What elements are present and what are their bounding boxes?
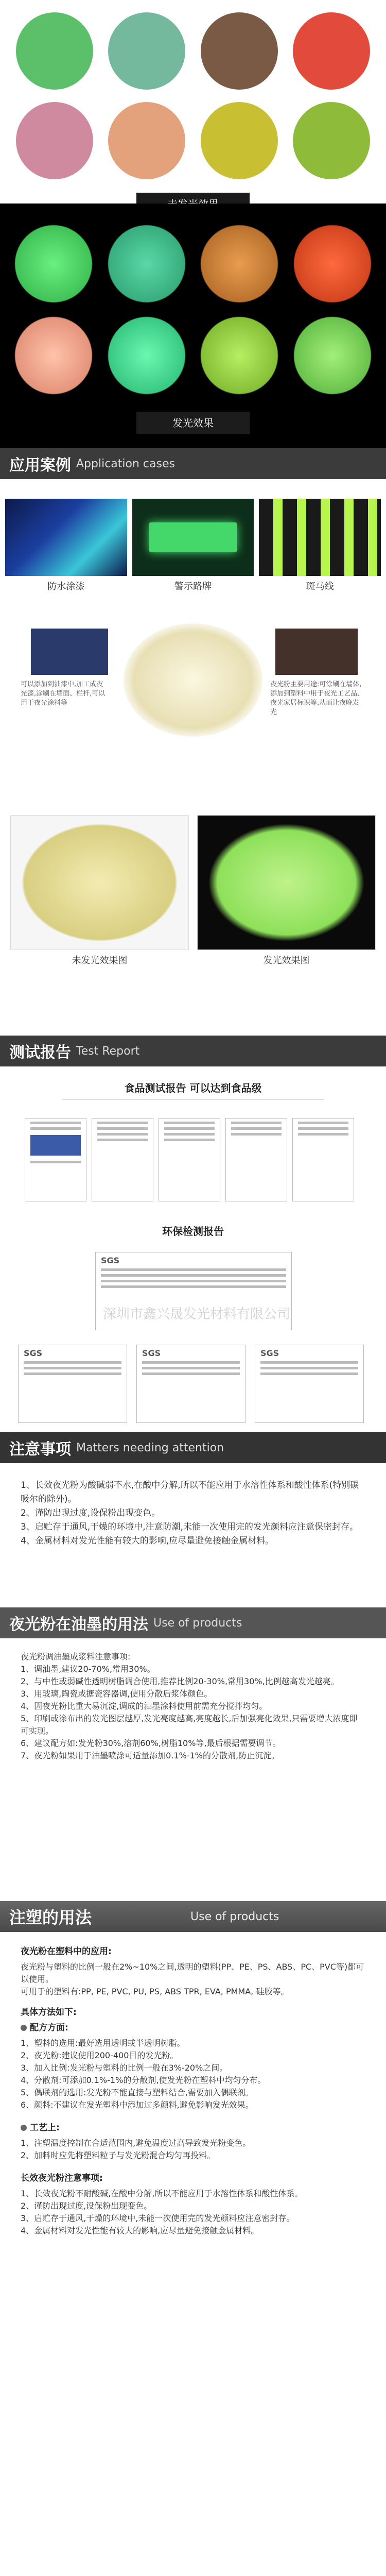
application-card-3 [259, 499, 381, 592]
oil-usage-text [0, 1638, 386, 1767]
formula-head [21, 2022, 365, 2034]
plastic-usage-section [0, 1901, 386, 2576]
plastic-intro-head: 夜光粉在塑料中的应用: [21, 1946, 112, 1957]
sgs-logo: SGS [101, 1256, 120, 1265]
process-head-label: 工艺上: [30, 2123, 60, 2133]
powder-comparison [0, 809, 386, 967]
plastic-usage-header [0, 1901, 386, 1932]
report-watermark: 深圳市鑫兴晟发光材料有限公司 [103, 1307, 291, 1322]
unlit-swatch-1 [16, 12, 93, 90]
glow-section [0, 204, 386, 448]
test-report-title: 测试报告 [9, 1044, 71, 1062]
notice-list [0, 1463, 386, 1556]
process-line: 1、注塑温度控制在合适范围内,避免温度过高导致发光粉变色。 [21, 2138, 251, 2148]
application-note-left [31, 629, 108, 675]
formula-line: 6、颜料:不建议在发光塑料中添加过多颜料,避免影响发光效果。 [21, 2100, 254, 2110]
powder-glow [197, 815, 376, 967]
plastic-usage-text [0, 1932, 386, 2242]
application-note-right-text: 夜光粉主要用途:可涂刷在墙体,添加到塑料中用于夜光工艺品、夜光家居标识等,从而让夜晚发光 [270, 681, 364, 716]
sgs-report-doc-2 [136, 1345, 245, 1423]
oil-usage-title: 夜光粉在油墨的用法 [9, 1616, 148, 1634]
plastic-spec-head: 具体方法如下: [21, 2007, 77, 2018]
unlit-section [0, 0, 386, 204]
unlit-swatch-5 [16, 102, 93, 179]
zebra-crossing-image [259, 499, 381, 576]
notice-section [0, 1432, 386, 1602]
bullet-icon [21, 2125, 27, 2131]
plastic-intro: 夜光粉与塑料的比例一般在2%~10%之间,透明的塑料(PP、PE、PS、ABS、PC、PVC等)都可以使用。 [21, 1962, 364, 1984]
oil-usage-line: 夜光粉调油墨成浆料注意事项: [21, 1652, 131, 1662]
notice-item: 4、金属材料对发光性能有较大的影响,应尽量避免接触金属材料。 [21, 1536, 274, 1546]
food-report-doc-1 [25, 1118, 86, 1201]
notice-header [0, 1432, 386, 1463]
oil-usage-line: 6、建议配方如:发光粉30%,溶剂60%,树脂10%等,最后根据需要调节。 [21, 1738, 281, 1748]
report-photo [30, 1135, 81, 1156]
sgs-logo-3: SGS [260, 1348, 279, 1358]
food-report-title: 食品测试报告 可以达到食品级 [124, 1082, 262, 1094]
notice-item: 1、长效夜光粉为酸碱弱不水,在酸中分解,所以不能应用于水溶性体系和酸性体系(特别碳吸尔的除外)。 [21, 1480, 359, 1504]
unlit-swatch-8 [293, 102, 370, 179]
formula-line: 2、夜光粉:建议使用200-400目的发光粉。 [21, 2050, 179, 2060]
test-report-header [0, 1036, 386, 1066]
sgs-report-doc-3 [255, 1345, 364, 1423]
powder-glow-image [197, 815, 376, 950]
plastic-note: 1、长效夜光粉不耐酸碱,在酸中分解,所以不能应用于水溶性体系和酸性体系。 [21, 2189, 303, 2198]
applications-header [0, 448, 386, 479]
process-head [21, 2122, 365, 2134]
applications-section [0, 448, 386, 1036]
formula-line: 1、塑料的选用:最好选用透明或半透明树脂。 [21, 2038, 185, 2048]
notice-subtitle: Matters needing attention [76, 1441, 224, 1454]
glow-label: 发光效果 [136, 412, 250, 434]
unlit-swatch-6 [108, 102, 185, 179]
applications-title: 应用案例 [9, 456, 71, 474]
plastic-note: 3、启贮存于通风,干燥的环境中,未能一次使用完的发光颜料应注意密封存。 [21, 2213, 295, 2223]
notice-title: 注意事项 [9, 1440, 71, 1459]
plastic-usage-title: 注塑的用法 [9, 1908, 92, 1927]
plastic-note: 4、金属材料对发光性能有较大的影响,应尽量避免接触金属材料。 [21, 2226, 259, 2235]
glow-swatch-6 [108, 317, 185, 394]
application-caption-2: 警示路牌 [174, 581, 212, 592]
oil-usage-line: 7、夜光粉如果用于油墨喷涂可适量添加0.1%-1%的分散剂,防止沉淀。 [21, 1751, 280, 1760]
application-card-2 [132, 499, 254, 592]
plastic-note: 2、谨防出现过度,设保粉出现变色。 [21, 2201, 152, 2211]
unlit-swatch-4 [293, 12, 370, 90]
unlit-swatch-grid [0, 0, 386, 179]
unlit-swatch-2 [108, 12, 185, 90]
powder-glow-caption: 发光效果图 [263, 955, 310, 966]
application-caption-3: 斑马线 [306, 581, 334, 592]
formula-head-label: 配方方面: [30, 2023, 68, 2033]
env-report-title: 环保检测报告 [162, 1225, 224, 1238]
applications-subtitle: Application cases [76, 457, 175, 470]
glow-swatch-5 [15, 317, 92, 394]
application-cards [0, 479, 386, 592]
glow-swatch-8 [294, 317, 371, 394]
test-report-section [0, 1036, 386, 1427]
waterproof-paint-image [5, 499, 127, 576]
powder-unlit-image [10, 815, 189, 950]
food-report-doc-2 [92, 1118, 153, 1201]
application-card-1 [5, 499, 127, 592]
oil-usage-section [0, 1607, 386, 1896]
plastic-usage-subtitle: Use of products [190, 1910, 279, 1923]
powder-pile-image [124, 623, 262, 737]
sgs-logo-2: SGS [142, 1348, 161, 1358]
notice-item: 2、谨防出现过度,设保粉出现变色。 [21, 1508, 161, 1518]
exit-sign-icon [149, 522, 237, 552]
powder-unlit [10, 815, 189, 967]
oil-usage-line: 4、因夜光粉比重大易沉淀,调成的油墨涂料使用前需充分搅拌均匀。 [21, 1701, 268, 1711]
process-line: 2、加料时应先将塑料粒子与发光粉混合均匀再投料。 [21, 2150, 216, 2160]
oil-usage-line: 2、与中性或弱碱性透明树脂调合使用,推荐比例20-30%,常用30%,比例越高发光越亮。 [21, 1676, 339, 1686]
plastic-notes-head: 长效夜光粉注意事项: [21, 2173, 103, 2183]
unlit-swatch-3 [201, 12, 278, 90]
application-note-right [275, 629, 358, 675]
notice-item: 3、启贮存于通风,干燥的环境中,注意防潮,未能一次使用完的发光颜料应注意保密封存。 [21, 1522, 359, 1532]
oil-usage-line: 1、调油墨,建议20-70%,常用30%。 [21, 1664, 155, 1674]
bullet-icon [21, 2025, 27, 2031]
application-caption-1: 防水涂漆 [47, 581, 85, 592]
oil-usage-line: 5、印刷或涂布出的发光图层越厚,发光亮度越高,亮度越长,后加强亮化效果,只需要增大浓度即可实现。 [21, 1714, 358, 1736]
glow-swatch-grid [0, 204, 386, 394]
glow-swatch-7 [201, 317, 278, 394]
formula-line: 3、加入比例:发光粉与塑料的比例一般在3%-20%之间。 [21, 2063, 228, 2073]
glow-swatch-2 [108, 225, 185, 302]
sgs-report-doc-1 [18, 1345, 127, 1423]
glow-swatch-4 [294, 225, 371, 302]
formula-line: 4、分散剂:可添加0.1%-1%的分散剂,使发光粉在塑料中均匀分布。 [21, 2075, 266, 2085]
oil-usage-line: 3、用玻璃,陶瓷或搪瓷容器调,使用分散后浆体颜色。 [21, 1689, 213, 1699]
food-report-doc-3 [159, 1118, 220, 1201]
unlit-swatch-7 [201, 102, 278, 179]
application-note-left-text: 可以添加到油漆中,加工成夜光漆,涂刷在墙面、栏杆,可以用于夜光涂料等 [21, 681, 106, 707]
glow-swatch-3 [201, 225, 278, 302]
oil-usage-subtitle: Use of products [153, 1616, 242, 1630]
food-report-doc-5 [292, 1118, 354, 1201]
glow-swatch-1 [15, 225, 92, 302]
plastic-materials: 可用于的塑料有:PP, PE, PVC, PU, PS, ABS TPR, EVA, PMMA, 硅胶等。 [21, 1987, 289, 1996]
oil-usage-header [0, 1607, 386, 1638]
powder-unlit-caption: 未发光效果图 [72, 955, 128, 966]
test-report-subtitle: Test Report [76, 1044, 140, 1058]
food-report-doc-4 [225, 1118, 287, 1201]
warning-sign-image [132, 499, 254, 576]
sgs-logo-1: SGS [24, 1348, 43, 1358]
formula-line: 5、偶联剂的选用:发光粉不能直接与塑料结合,需要加入偶联剂。 [21, 2088, 254, 2097]
